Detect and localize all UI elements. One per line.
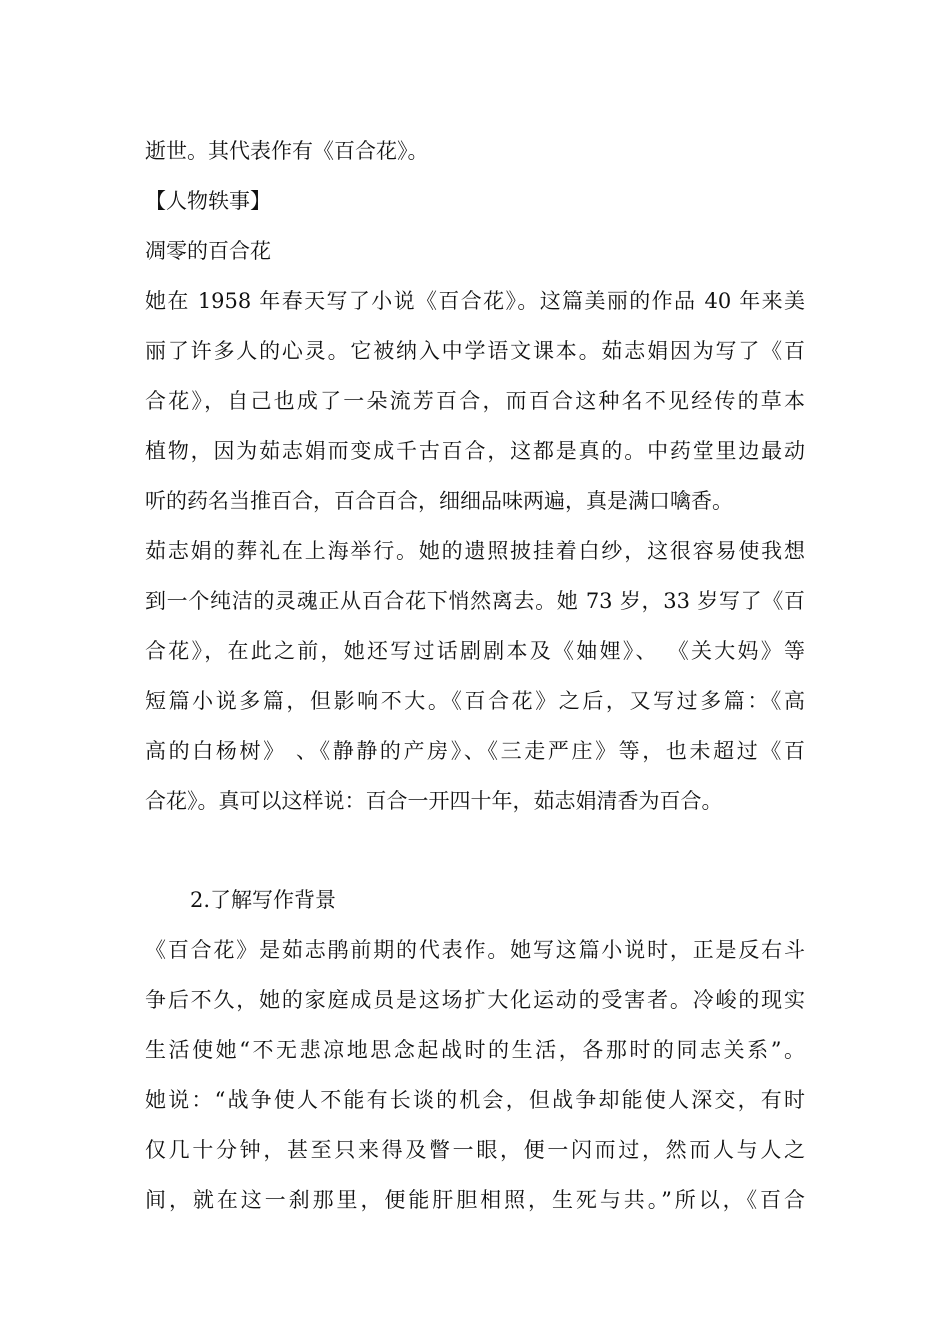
text-line: 听的药名当推百合，百合百合，细细品味两遍，真是满口噙香。 [145,489,733,513]
text-line: 到一个纯洁的灵魂正从百合花下悄然离去。她 73 岁，33 岁写了《百 [145,589,805,613]
text-line: 合花》。真可以这样说：百合一开四十年，茹志娟清香为百合。 [145,789,723,813]
text-line: 短篇小说多篇，但影响不大。《百合花》之后，又写过多篇：《高 [145,689,805,713]
subheading: 凋零的百合花 [145,239,271,263]
text-line: 仅几十分钟，甚至只来得及瞥一眼，便一闪而过，然而人与人之 [145,1138,805,1162]
text-line: 茹志娟的葬礼在上海举行。她的遗照披挂着白纱，这很容易使我想 [145,539,805,563]
text-line: 合花》，自己也成了一朵流芳百合，而百合这种名不见经传的草本 [145,389,805,413]
text-line: 争后不久，她的家庭成员是这场扩大化运动的受害者。冷峻的现实 [145,988,805,1012]
text-line: 她说：“战争使人不能有长谈的机会，但战争却能使人深交，有时 [145,1088,805,1112]
text-line: 植物，因为茹志娟而变成千古百合，这都是真的。中药堂里边最动 [145,439,805,463]
text-line: 生活使她“不无悲凉地思念起战时的生活，各那时的同志关系”。 [145,1038,805,1062]
text-line: 合花》，在此之前，她还写过话剧剧本及《妯娌》、 《关大妈》等 [145,639,805,663]
text-line: 间，就在这一刹那里，便能肝胆相照，生死与共。”所以，《百合 [145,1188,805,1212]
text-line: 丽了许多人的心灵。它被纳入中学语文课本。茹志娟因为写了《百 [145,339,805,363]
text-line: 她在 1958 年春天写了小说《百合花》。这篇美丽的作品 40 年来美 [145,289,805,313]
section-heading: 2.了解写作背景 [190,888,337,912]
text-line: 逝世。其代表作有《百合花》。 [145,139,429,163]
section-heading: 【人物轶事】 [145,189,271,213]
text-line: 高的白杨树》 、《静静的产房》、《三走严庄》等，也未超过《百 [145,739,805,763]
text-line: 《百合花》是茹志鹃前期的代表作。她写这篇小说时，正是反右斗 [145,938,805,962]
